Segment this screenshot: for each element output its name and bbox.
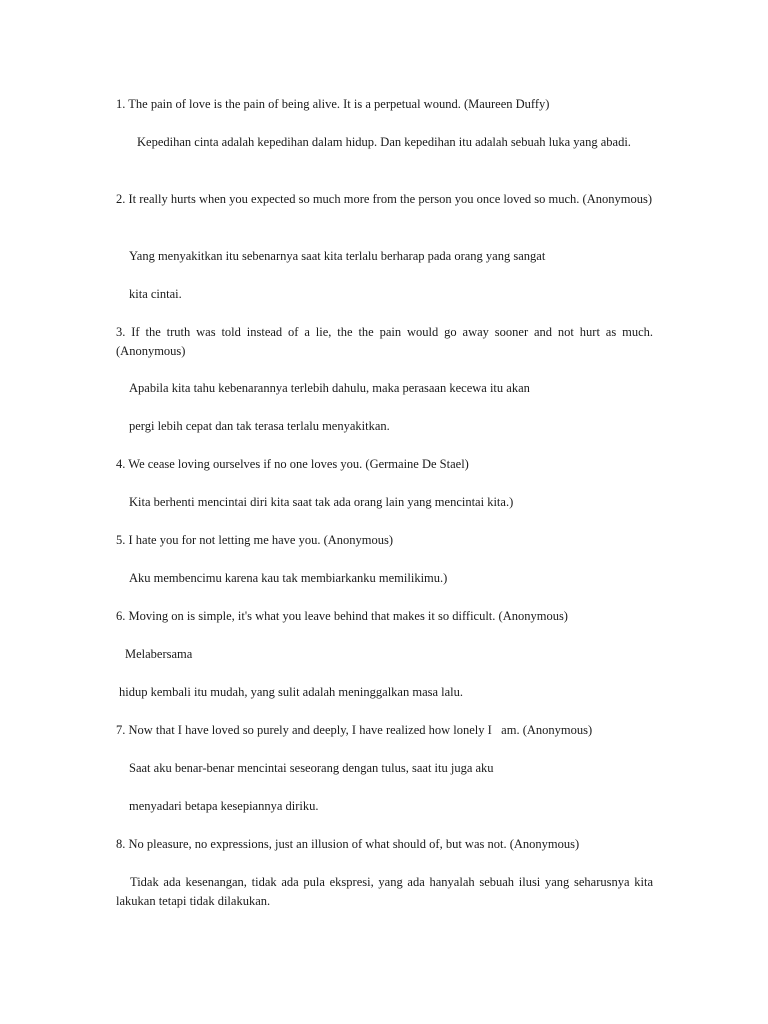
quote-7-translation-line-2: menyadari betapa kesepiannya diriku. [129,799,319,813]
quote-8-translation: Tidak ada kesenangan, tidak ada pula ekspresi, yang ada hanyalah sebuah ilusi yang seharusnya kita lakukan tetapi tidak dilakukan. [116,875,653,908]
quote-3-text: 3. If the truth was told instead of a lie, the the pain would go away sooner and not hurt as much. (Anonymous) [116,325,653,358]
quote-6-translation-line-2: hidup kembali itu mudah, yang sulit adalah meninggalkan masa lalu. [119,685,464,699]
quote-2-text: 2. It really hurts when you expected so much more from the person you once loved so much. (Anonymous) [116,192,652,206]
quote-6-translation-line-1: Melabersama [125,647,193,661]
quote-2-translation-line-2: kita cintai. [129,287,182,301]
quote-5-translation: Aku membencimu karena kau tak membiarkanku memilikimu.) [129,571,448,585]
quote-1-translation: Kepedihan cinta adalah kepedihan dalam hidup. Dan kepedihan itu adalah sebuah luka yang abadi. [137,135,631,149]
quote-7-translation-line-1: Saat aku benar-benar mencintai seseorang dengan tulus, saat itu juga aku [129,761,494,775]
quote-3-translation-line-2: pergi lebih cepat dan tak terasa terlalu menyakitkan. [129,419,390,433]
quote-6-text: 6. Moving on is simple, it's what you leave behind that makes it so difficult. (Anonymous) [116,609,568,623]
quote-3-translation-line-1: Apabila kita tahu kebenarannya terlebih dahulu, maka perasaan kecewa itu akan [129,381,530,395]
quote-1-text: 1. The pain of love is the pain of being alive. It is a perpetual wound. (Maureen Duffy) [116,97,550,111]
quote-4-text: 4. We cease loving ourselves if no one loves you. (Germaine De Stael) [116,457,469,471]
quote-5-text: 5. I hate you for not letting me have you. (Anonymous) [116,533,394,547]
quote-2-translation-line-1: Yang menyakitkan itu sebenarnya saat kita terlalu berharap pada orang yang sangat [129,249,546,263]
quote-8-text: 8. No pleasure, no expressions, just an illusion of what should of, but was not. (Anonymous) [116,837,580,851]
quote-4-translation: Kita berhenti mencintai diri kita saat tak ada orang lain yang mencintai kita.) [129,495,514,509]
quote-7-text: 7. Now that I have loved so purely and deeply, I have realized how lonely I am. (Anonymous) [116,723,593,737]
